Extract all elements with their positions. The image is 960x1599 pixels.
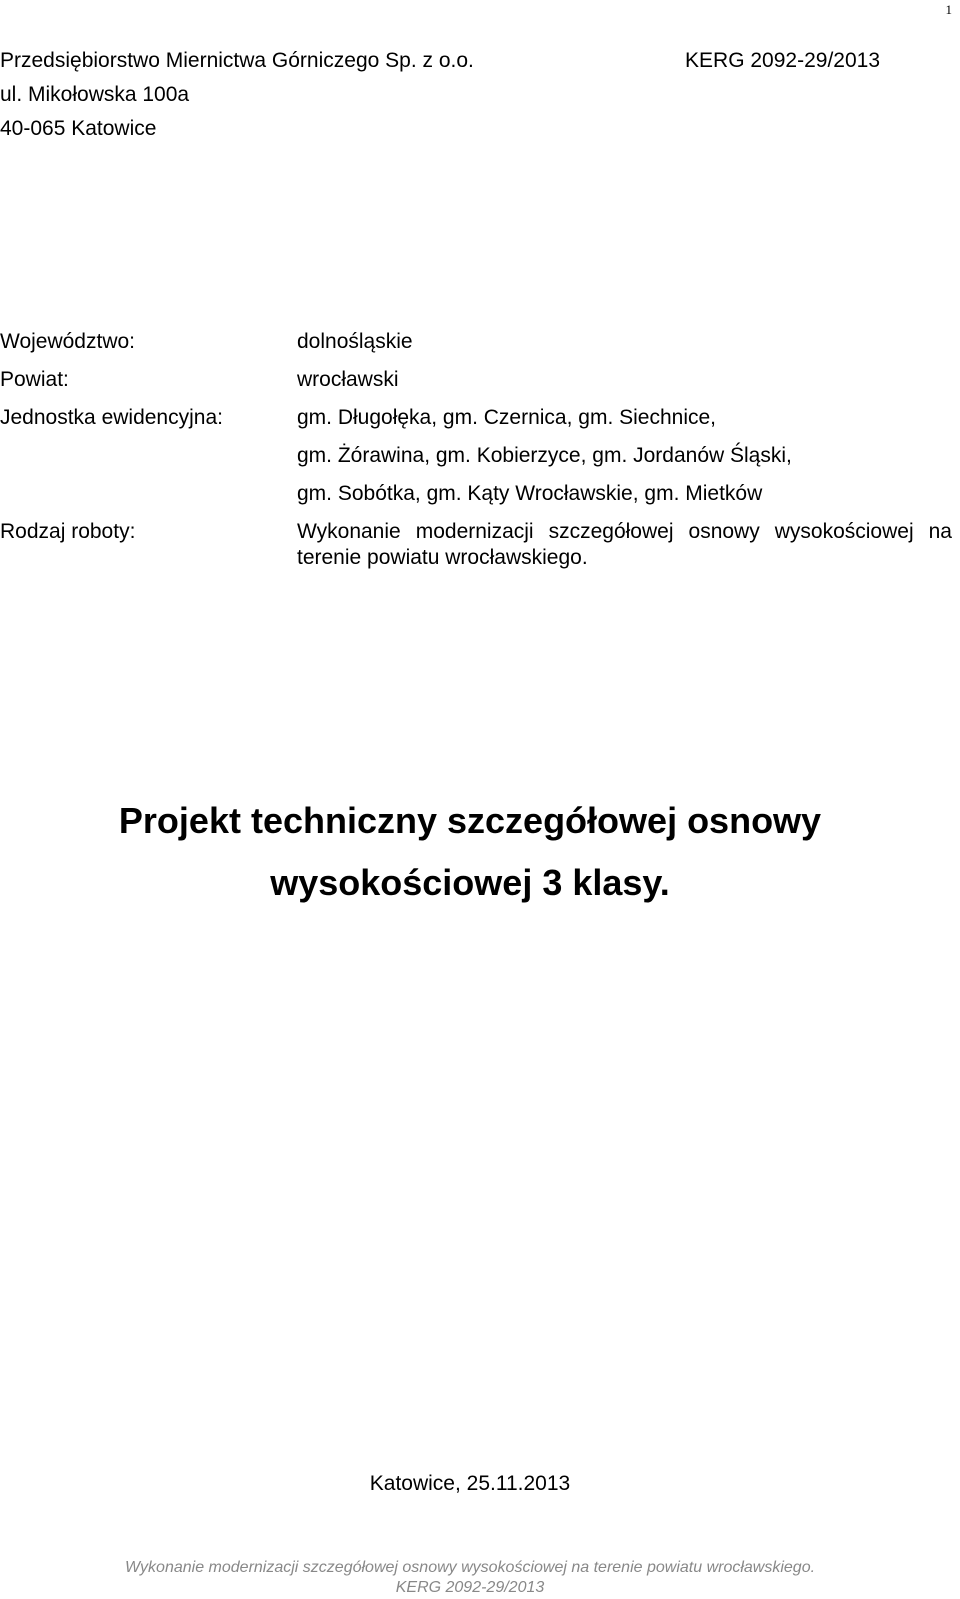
jednostka-value [297,399,952,513]
meta-row-wojewodztwo [0,323,952,361]
company-name: Przedsiębiorstwo Miernictwa Górniczego Sp. z o.o. [0,49,474,72]
company-first-row [0,44,880,78]
document-title [0,790,940,914]
powiat-label: Powiat: [0,368,69,391]
footer-reference: KERG 2092-29/2013 [395,1579,545,1596]
company-city: 40-065 Katowice [0,117,157,140]
page-footer [0,1558,940,1598]
title-line-1: Projekt techniczny szczegółowej osnowy [118,800,822,841]
title-line-2: wysokościowej 3 klasy. [270,862,670,903]
company-street: ul. Mikołowska 100a [0,83,190,106]
powiat-value: wrocławski [297,368,399,391]
jednostka-label: Jednostka ewidencyjna: [0,406,223,429]
jednostka-line: gm. Długołęka, gm. Czernica, gm. Siechnice, [297,406,717,429]
jednostka-line: gm. Żórawina, gm. Kobierzyce, gm. Jordanów Śląski, [297,444,792,467]
wojewodztwo-label: Województwo: [0,330,136,353]
wojewodztwo-value: dolnośląskie [297,330,413,353]
meta-row-rodzaj [0,513,952,571]
meta-row-jednostka [0,399,952,513]
place-and-date: Katowice, 25.11.2013 [369,1472,571,1495]
document-reference: KERG 2092-29/2013 [685,49,880,72]
rodzaj-value: Wykonanie modernizacji szczegółowej osnowy wysokościowej na terenie powiatu wrocławskiego. [297,520,952,569]
company-header [0,44,880,146]
jednostka-line: gm. Sobótka, gm. Kąty Wrocławskie, gm. Mietków [297,482,763,505]
footer-description: Wykonanie modernizacji szczegółowej osnowy wysokościowej na terenie powiatu wrocławskiego. [124,1559,816,1576]
rodzaj-label: Rodzaj roboty: [0,520,136,543]
page-number: 1 [945,2,952,17]
document-metadata [0,323,952,571]
meta-row-powiat [0,361,952,399]
